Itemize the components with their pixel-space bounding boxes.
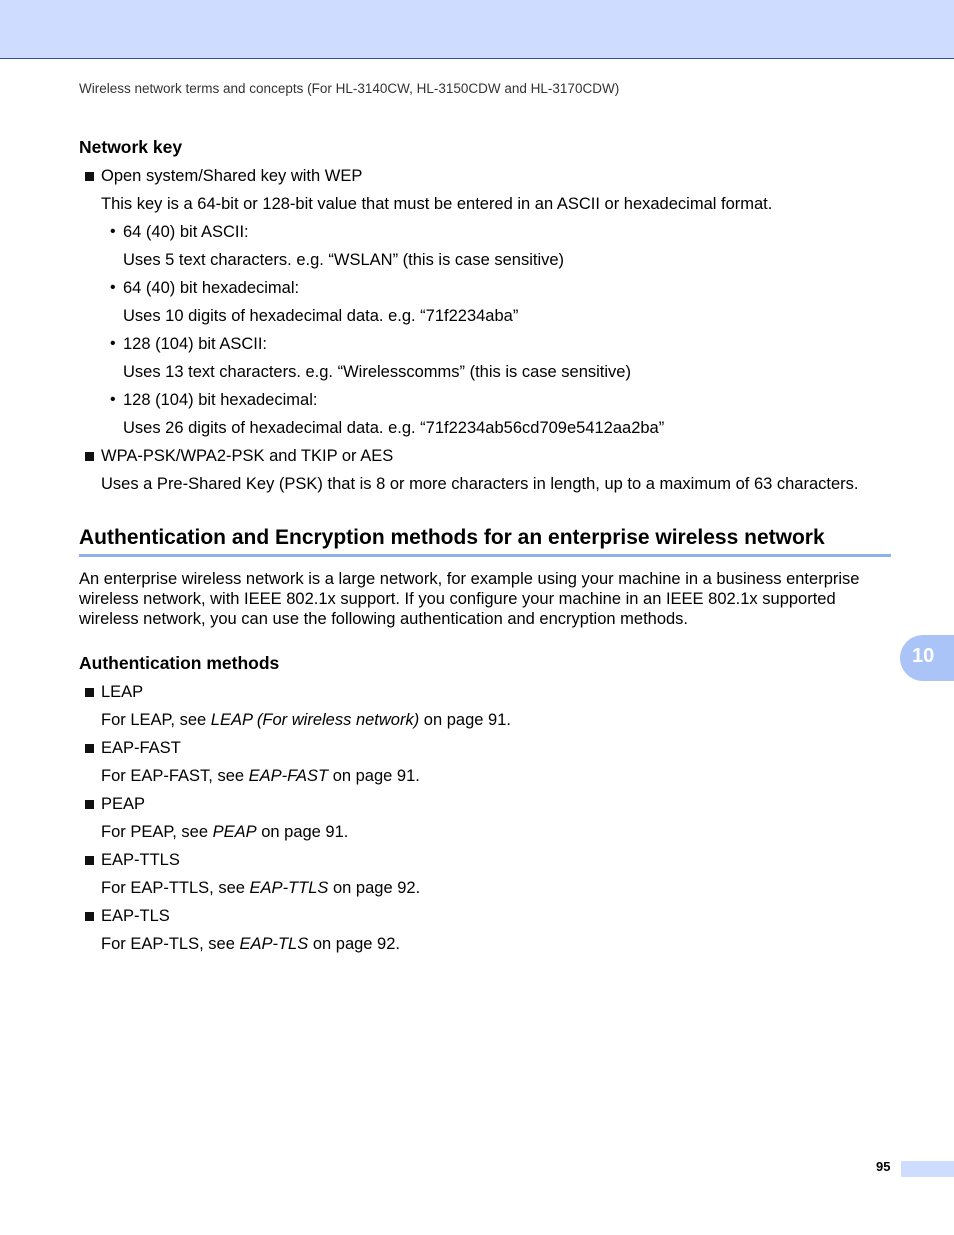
sub-item-label: 128 (104) bit hexadecimal: [123,391,318,409]
cross-reference-link[interactable]: EAP-FAST [248,767,329,785]
method-label: EAP-FAST [101,739,181,757]
method-label: EAP-TTLS [101,851,180,869]
square-bullet-icon [85,172,94,181]
network-key-heading: Network key [79,137,183,157]
sub-item-desc: Uses 10 digits of hexadecimal data. e.g. “71f2234aba” [123,307,519,325]
method-reference: For EAP-TLS, see EAP-TLS on page 92. [101,935,400,953]
method-label: LEAP [101,683,144,701]
square-bullet-icon [85,800,94,809]
list-item-label: WPA-PSK/WPA2-PSK and TKIP or AES [101,447,394,465]
list-item-label: Open system/Shared key with WEP [101,167,363,185]
method-reference: For PEAP, see PEAP on page 91. [101,823,349,841]
sub-item-label: 64 (40) bit hexadecimal: [123,279,300,297]
bullet-dot-icon: • [110,391,116,408]
sub-item-desc: Uses 5 text characters. e.g. “WSLAN” (this is case sensitive) [123,251,565,269]
bullet-dot-icon: • [110,223,116,240]
cross-reference-link[interactable]: EAP-TLS [239,935,309,953]
list-item-desc: Uses a Pre-Shared Key (PSK) that is 8 or more characters in length, up to a maximum of 63 characters. [101,475,859,493]
method-reference: For EAP-TTLS, see EAP-TTLS on page 92. [101,879,421,897]
sub-item-desc: Uses 26 digits of hexadecimal data. e.g. “71f2234ab56cd709e5412aa2ba” [123,419,665,437]
cross-reference-link[interactable]: LEAP (For wireless network) [210,711,420,729]
bullet-dot-icon: • [110,335,116,352]
footer-band [901,1161,954,1177]
sub-item-desc: Uses 13 text characters. e.g. “Wirelesscomms” (this is case sensitive) [123,363,631,381]
cross-reference-link[interactable]: PEAP [212,823,257,841]
sub-item-label: 64 (40) bit ASCII: [123,223,249,241]
list-item-desc: This key is a 64-bit or 128-bit value that must be entered in an ASCII or hexadecimal format. [101,195,773,213]
header-band [0,0,954,59]
paragraph-line: wireless network, with IEEE 802.1x support. If you configure your machine in an IEEE 802.1x supported [79,590,836,608]
page-number: 95 [876,1159,891,1174]
chapter-tab [900,635,954,681]
paragraph-line: An enterprise wireless network is a large network, for example using your machine in a business enterprise [79,570,860,588]
running-header: Wireless network terms and concepts (For HL-3140CW, HL-3150CDW and HL-3170CDW) [79,81,620,96]
bullet-dot-icon: • [110,279,116,296]
method-label: PEAP [101,795,146,813]
sub-item-label: 128 (104) bit ASCII: [123,335,267,353]
square-bullet-icon [85,688,94,697]
method-reference: For EAP-FAST, see EAP-FAST on page 91. [101,767,420,785]
method-reference: For LEAP, see LEAP (For wireless network) on page 91. [101,711,511,729]
square-bullet-icon [85,912,94,921]
paragraph-line: wireless network, you can use the following authentication and encryption methods. [79,610,689,628]
chapter-number: 10 [912,645,935,667]
square-bullet-icon [85,744,94,753]
square-bullet-icon [85,856,94,865]
intro-paragraph [79,569,899,629]
cross-reference-link[interactable]: EAP-TTLS [249,879,329,897]
section-heading: Authentication and Encryption methods for an enterprise wireless network [79,526,891,557]
square-bullet-icon [85,452,94,461]
auth-methods-heading: Authentication methods [79,653,280,673]
method-label: EAP-TLS [101,907,170,925]
